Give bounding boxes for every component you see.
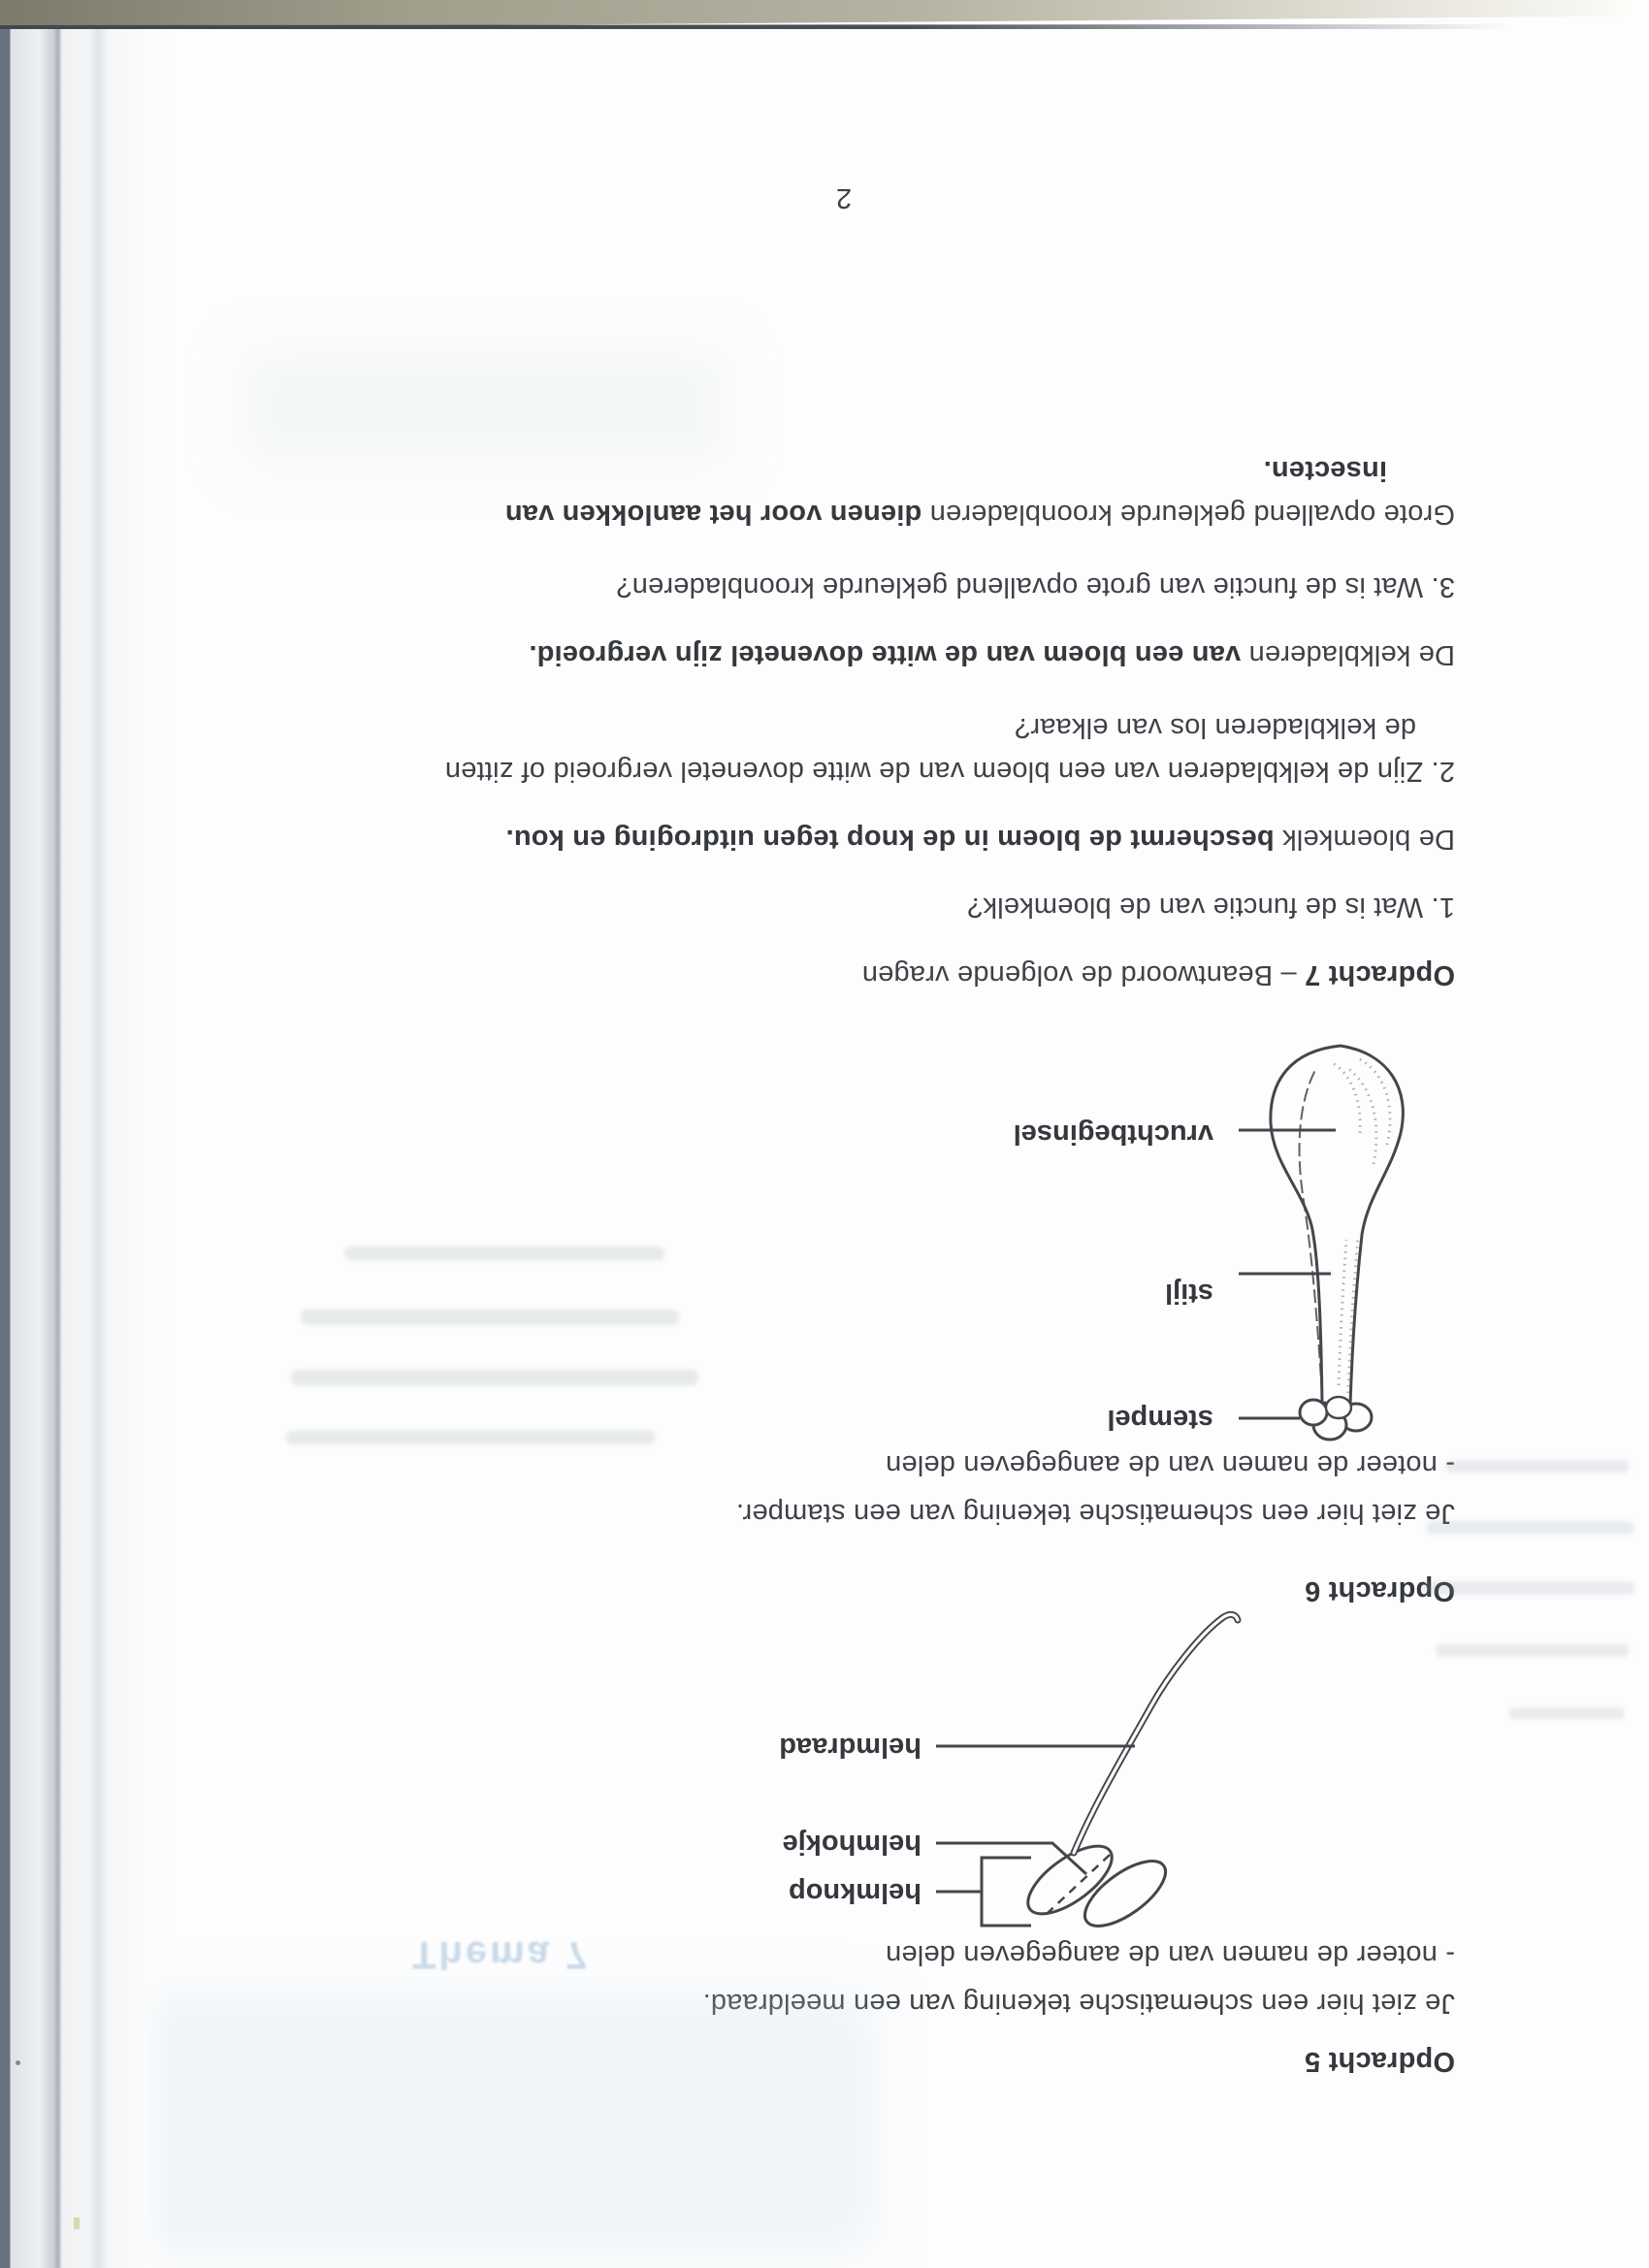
answer-3-line2: insecten. [1263,455,1387,486]
answer-2-plain: De kelkbladeren [1241,639,1455,670]
filament [1074,1614,1238,1853]
stigma-knobs [1300,1397,1372,1440]
label-helmhokje: helmhokje [782,1829,922,1860]
answer-2 [529,638,1455,671]
bleed-through-text: Thema 7 [412,1933,591,1976]
scan-speck [74,2218,80,2229]
scan-speck [16,2060,20,2065]
opdracht5-heading: Opdracht 5 [1304,2046,1455,2077]
opdracht6-instruction: - noteer de namen van de aangegeven delen [885,1449,1455,1480]
opdracht7-heading-bold: Opdracht 7 [1304,959,1455,990]
answer-1-bold: beschermt de bloem in de knop tegen uitdroging en kou. [505,824,1275,855]
label-vruchtbeginsel: vruchtbeginsel [1013,1118,1213,1150]
opdracht5-instruction: - noteer de namen van de aangegeven delen [885,1939,1455,1970]
question-3: 3. Wat is de functie van grote opvallend gekleurde kroonbladeren? [616,571,1455,602]
label-stijl: stijl [1165,1278,1213,1309]
anther-lobes [1018,1833,1176,1938]
answer-3-bold-line1: dienen voor het aanlokken van [504,499,922,530]
page-number: 2 [835,182,853,213]
label-helmdraad: helmdraad [779,1732,922,1763]
label-helmknop: helmknop [789,1877,922,1908]
question-1: 1. Wat is de functie van de bloemkelk? [966,891,1455,923]
answer-1 [505,823,1455,856]
opdracht7-heading [862,958,1455,991]
opdracht6-heading: Opdracht 6 [1304,1575,1455,1606]
answer-2-bold: van een bloem van de witte dovenetel zijn vergroeid. [529,639,1242,670]
answer-3-line1 [505,498,1455,531]
pistil-body [1271,1046,1403,1405]
answer-1-plain: De bloemkelk [1274,824,1455,855]
helmknop-bracket [982,1858,1031,1926]
opdracht6-intro: Je ziet hier een schematische tekening van een stamper. [735,1498,1455,1529]
opdracht7-heading-rest: – Beantwoord de volgende vragen [861,959,1305,990]
meeldraad-diagram [922,1579,1271,1938]
question-2-line2: de kelkbladeren los van elkaar? [1014,712,1416,743]
opdracht5-intro: Je ziet hier een schematische tekening van een meeldraad. [702,1988,1455,2019]
label-stempel: stempel [1107,1404,1213,1435]
answer-3-plain: Grote opvallend gekleurde kroonbladeren [922,499,1455,530]
stamper-diagram [1212,1036,1416,1453]
question-2-line1: 2. Zijn de kelkbladeren van een bloem van de witte dovenetel vergroeid of zitten [444,756,1455,787]
